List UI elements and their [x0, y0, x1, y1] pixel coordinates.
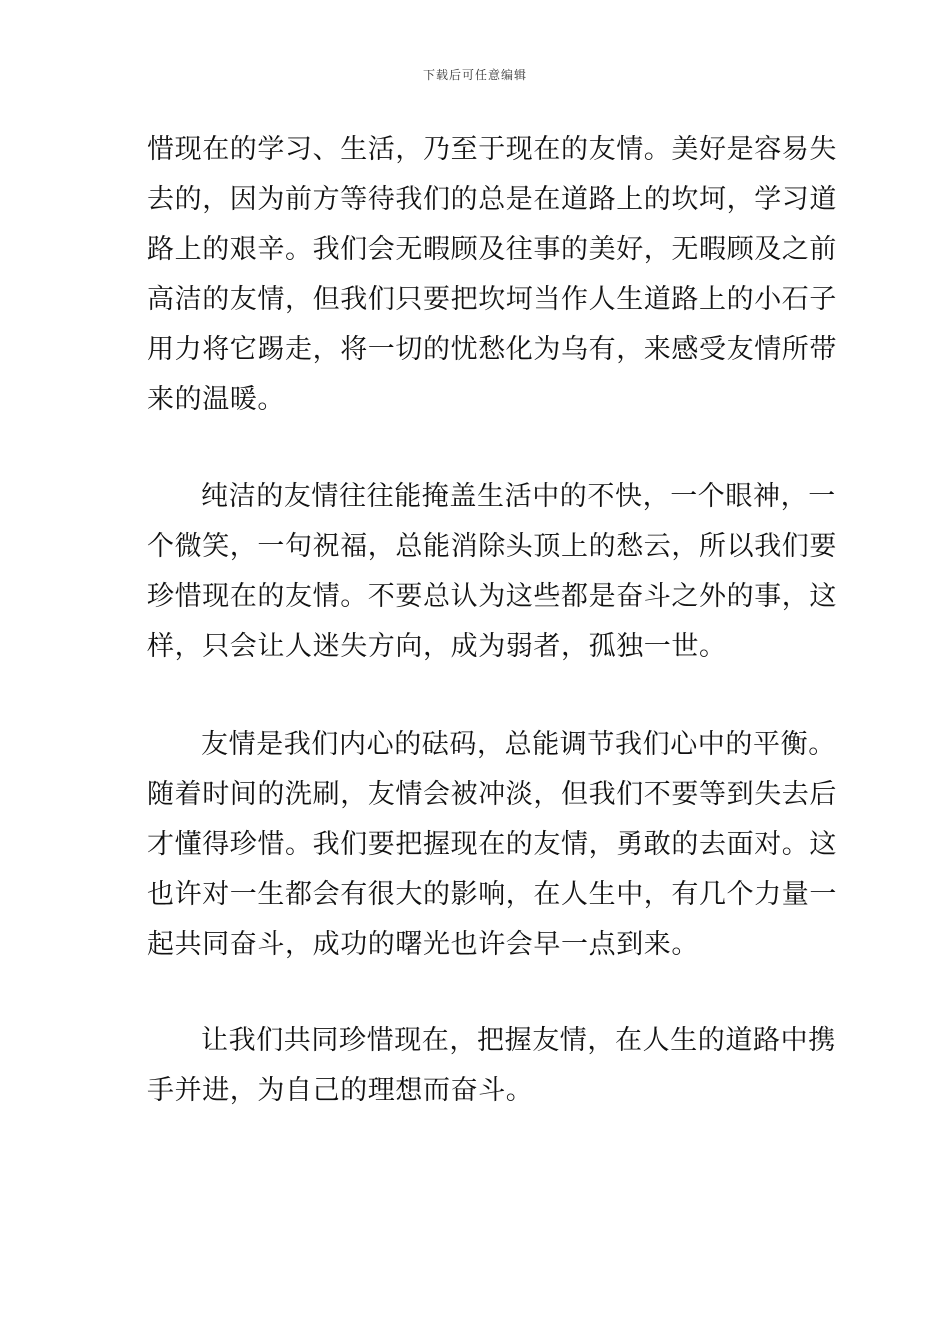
- text-line: 让我们共同珍惜现在，把握友情，在人生的道路中携: [201, 1025, 836, 1056]
- text-line: 来的温暖。: [147, 384, 285, 415]
- text-line: 也许对一生都会有很大的影响，在人生中，有几个力量一: [147, 879, 837, 910]
- text-line: 去的，因为前方等待我们的总是在道路上的坎坷，学习道: [147, 184, 837, 215]
- text-line: 用力将它踢走，将一切的忧愁化为乌有，来感受友情所带: [147, 334, 837, 365]
- text-line: 手并进，为自己的理想而奋斗。: [147, 1075, 534, 1106]
- paragraph-1: [147, 125, 837, 425]
- paragraph-2: [147, 472, 837, 672]
- text-line: 个微笑，一句祝福，总能消除头顶上的愁云，所以我们要: [147, 531, 837, 562]
- page-header-note: 下载后可任意编辑: [422, 68, 527, 82]
- paragraph-4: [147, 1016, 836, 1116]
- text-line: 起共同奋斗，成功的曙光也许会早一点到来。: [147, 929, 699, 960]
- text-line: 样，只会让人迷失方向，成为弱者，孤独一世。: [147, 631, 727, 662]
- paragraph-3: [147, 720, 837, 970]
- text-line: 纯洁的友情往往能掩盖生活中的不快，一个眼神，一: [201, 481, 836, 512]
- text-line: 随着时间的洗刷，友情会被冲淡，但我们不要等到失去后: [147, 779, 837, 810]
- text-line: 高洁的友情，但我们只要把坎坷当作人生道路上的小石子: [147, 284, 837, 315]
- text-line: 才懂得珍惜。我们要把握现在的友情，勇敢的去面对。这: [147, 829, 837, 860]
- text-line: 珍惜现在的友情。不要总认为这些都是奋斗之外的事，这: [147, 581, 837, 612]
- text-line: 路上的艰辛。我们会无暇顾及往事的美好，无暇顾及之前: [147, 234, 837, 265]
- text-line: 友情是我们内心的砝码，总能调节我们心中的平衡。: [201, 729, 836, 760]
- text-line: 惜现在的学习、生活，乃至于现在的友情。美好是容易失: [147, 134, 837, 165]
